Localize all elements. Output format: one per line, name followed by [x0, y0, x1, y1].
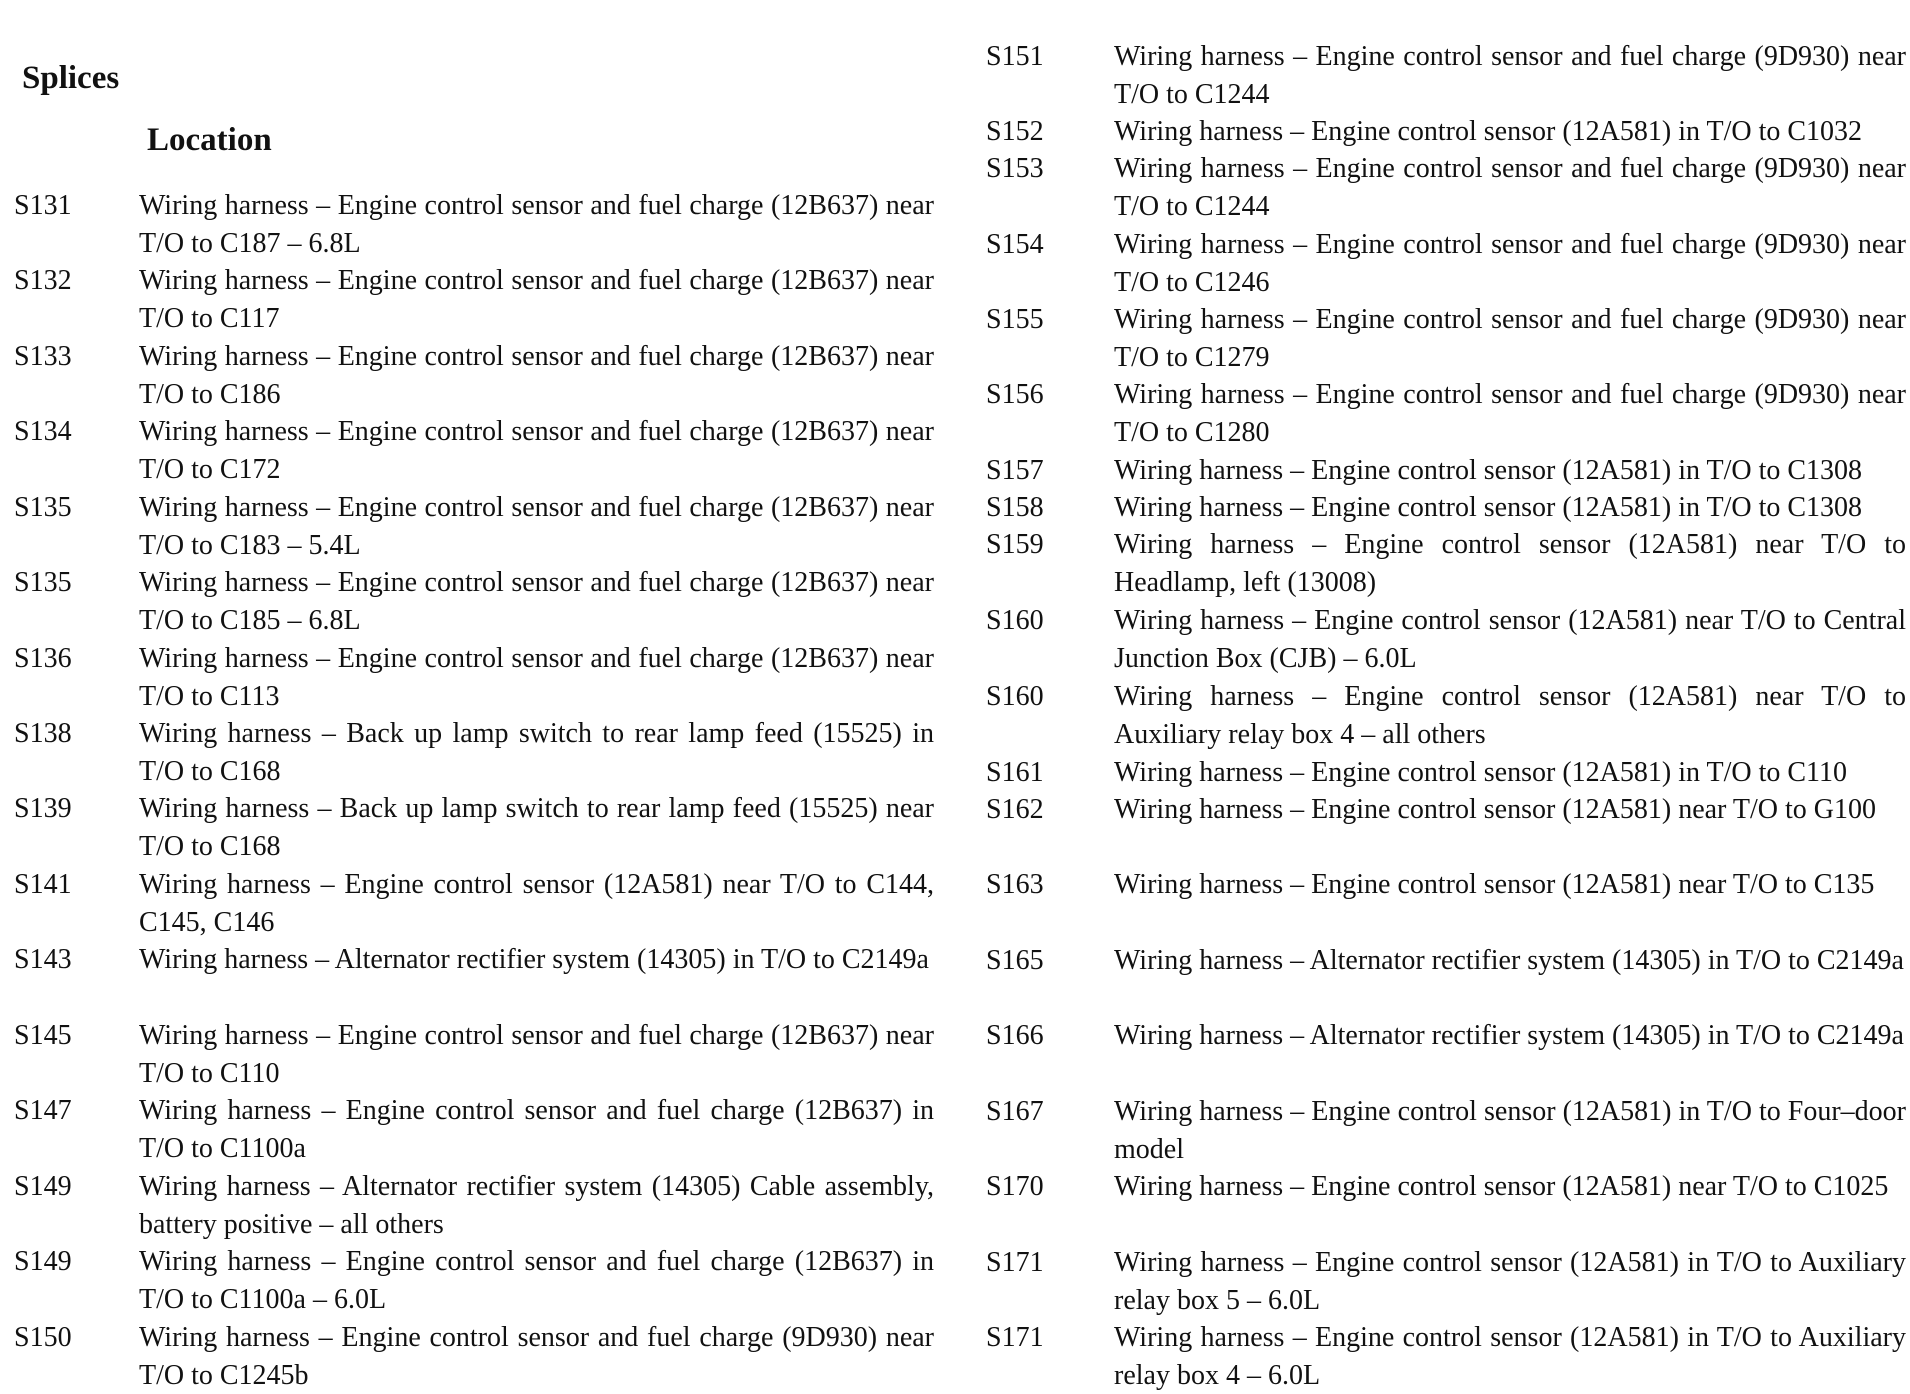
splice-location: Wiring harness – Engine control sensor and fuel charge (12B637) near T/O to C187 – 6.8L	[139, 190, 934, 259]
splice-code: S158	[986, 492, 1044, 523]
splice-location: Wiring harness – Engine control sensor (12A581) near T/O to Headlamp, left (13008)	[1114, 529, 1906, 598]
splice-location: Wiring harness – Engine control sensor (12A581) in T/O to Auxiliary relay box 4 – 6.0L	[1114, 1322, 1906, 1391]
splice-location: Wiring harness – Engine control sensor and fuel charge (12B637) in T/O to C1100a – 6.0L	[139, 1246, 934, 1315]
splice-location: Wiring harness – Engine control sensor and fuel charge (9D930) near T/O to C1244	[1114, 41, 1906, 110]
splice-code: S159	[986, 529, 1044, 560]
splice-code: S147	[14, 1095, 72, 1126]
splice-location: Wiring harness – Engine control sensor and fuel charge (9D930) near T/O to C1246	[1114, 229, 1906, 298]
splice-location: Wiring harness – Engine control sensor and fuel charge (12B637) near T/O to C186	[139, 341, 934, 410]
splice-location: Wiring harness – Engine control sensor and fuel charge (12B637) near T/O to C172	[139, 416, 934, 485]
splice-location: Wiring harness – Engine control sensor (12A581) in T/O to C1308	[1114, 455, 1863, 486]
splice-code: S166	[986, 1020, 1044, 1051]
splice-location: Wiring harness – Engine control sensor (12A581) near T/O to Central Junction Box (CJB) – 6.0L	[1114, 605, 1906, 674]
splice-code: S136	[14, 643, 72, 674]
splice-location: Wiring harness – Engine control sensor (12A581) near T/O to C1025	[1114, 1171, 1889, 1202]
splice-location: Wiring harness – Back up lamp switch to rear lamp feed (15525) in T/O to C168	[139, 718, 934, 787]
splice-location: Wiring harness – Engine control sensor and fuel charge (9D930) near T/O to C1244	[1114, 153, 1906, 222]
splice-code: S160	[986, 605, 1044, 636]
splice-location: Wiring harness – Engine control sensor (12A581) in T/O to C1032	[1114, 116, 1863, 147]
splice-code: S151	[986, 41, 1044, 72]
splice-code: S161	[986, 757, 1044, 788]
splice-code: S138	[14, 718, 72, 749]
splice-code: S165	[986, 945, 1044, 976]
splice-code: S156	[986, 379, 1044, 410]
splice-code: S157	[986, 455, 1044, 486]
splice-code: S149	[14, 1246, 72, 1277]
splice-location: Wiring harness – Engine control sensor and fuel charge (9D930) near T/O to C1279	[1114, 304, 1906, 373]
splice-location: Wiring harness – Engine control sensor and fuel charge (12B637) near T/O to C183 – 5.4L	[139, 492, 934, 561]
splice-code: S139	[14, 793, 72, 824]
splice-code: S143	[14, 944, 72, 975]
splice-code: S141	[14, 869, 72, 900]
splice-location: Wiring harness – Back up lamp switch to rear lamp feed (15525) near T/O to C168	[139, 793, 934, 862]
splice-location: Wiring harness – Engine control sensor and fuel charge (12B637) near T/O to C185 – 6.8L	[139, 567, 934, 636]
page-title: Splices	[22, 60, 120, 96]
splice-code: S132	[14, 265, 72, 296]
splice-code: S163	[986, 869, 1044, 900]
splice-location: Wiring harness – Alternator rectifier system (14305) in T/O to C2149a	[1114, 945, 1904, 976]
splice-location: Wiring harness – Engine control sensor (12A581) in T/O to C110	[1114, 757, 1847, 788]
splice-code: S171	[986, 1247, 1044, 1278]
splice-location: Wiring harness – Engine control sensor (12A581) in T/O to C1308	[1114, 492, 1863, 523]
splice-code: S155	[986, 304, 1044, 335]
splice-code: S135	[14, 567, 72, 598]
splice-location: Wiring harness – Engine control sensor (12A581) near T/O to Auxiliary relay box 4 – all others	[1114, 681, 1906, 750]
splice-location: Wiring harness – Alternator rectifier system (14305) in T/O to C2149a	[139, 944, 929, 975]
splice-code: S131	[14, 190, 72, 221]
splice-code: S160	[986, 681, 1044, 712]
splice-code: S145	[14, 1020, 72, 1051]
splice-code: S134	[14, 416, 72, 447]
splice-code: S149	[14, 1171, 72, 1202]
splice-location: Wiring harness – Alternator rectifier system (14305) Cable assembly, battery positive – all others	[139, 1171, 934, 1240]
splice-location: Wiring harness – Engine control sensor (12A581) near T/O to C144, C145, C146	[139, 869, 934, 938]
splice-code: S171	[986, 1322, 1044, 1353]
location-heading: Location	[147, 122, 272, 158]
splice-location: Wiring harness – Engine control sensor and fuel charge (12B637) near T/O to C113	[139, 643, 934, 712]
splice-code: S167	[986, 1096, 1044, 1127]
splice-location: Wiring harness – Engine control sensor and fuel charge (9D930) near T/O to C1245b	[139, 1322, 934, 1391]
splice-location: Wiring harness – Alternator rectifier system (14305) in T/O to C2149a	[1114, 1020, 1904, 1051]
splice-code: S154	[986, 229, 1044, 260]
splice-code: S170	[986, 1171, 1044, 1202]
splice-code: S162	[986, 794, 1044, 825]
splice-location: Wiring harness – Engine control sensor (12A581) in T/O to Four–door model	[1114, 1096, 1906, 1165]
splice-code: S153	[986, 153, 1044, 184]
splice-code: S135	[14, 492, 72, 523]
splice-location: Wiring harness – Engine control sensor (12A581) near T/O to C135	[1114, 869, 1875, 900]
splice-location: Wiring harness – Engine control sensor and fuel charge (12B637) in T/O to C1100a	[139, 1095, 934, 1164]
splice-code: S152	[986, 116, 1044, 147]
splice-location: Wiring harness – Engine control sensor and fuel charge (12B637) near T/O to C110	[139, 1020, 934, 1089]
splice-location: Wiring harness – Engine control sensor (12A581) near T/O to G100	[1114, 794, 1876, 825]
splice-code: S133	[14, 341, 72, 372]
splice-location: Wiring harness – Engine control sensor and fuel charge (9D930) near T/O to C1280	[1114, 379, 1906, 448]
splice-location: Wiring harness – Engine control sensor (12A581) in T/O to Auxiliary relay box 5 – 6.0L	[1114, 1247, 1906, 1316]
splice-code: S150	[14, 1322, 72, 1353]
splice-location: Wiring harness – Engine control sensor and fuel charge (12B637) near T/O to C117	[139, 265, 934, 334]
